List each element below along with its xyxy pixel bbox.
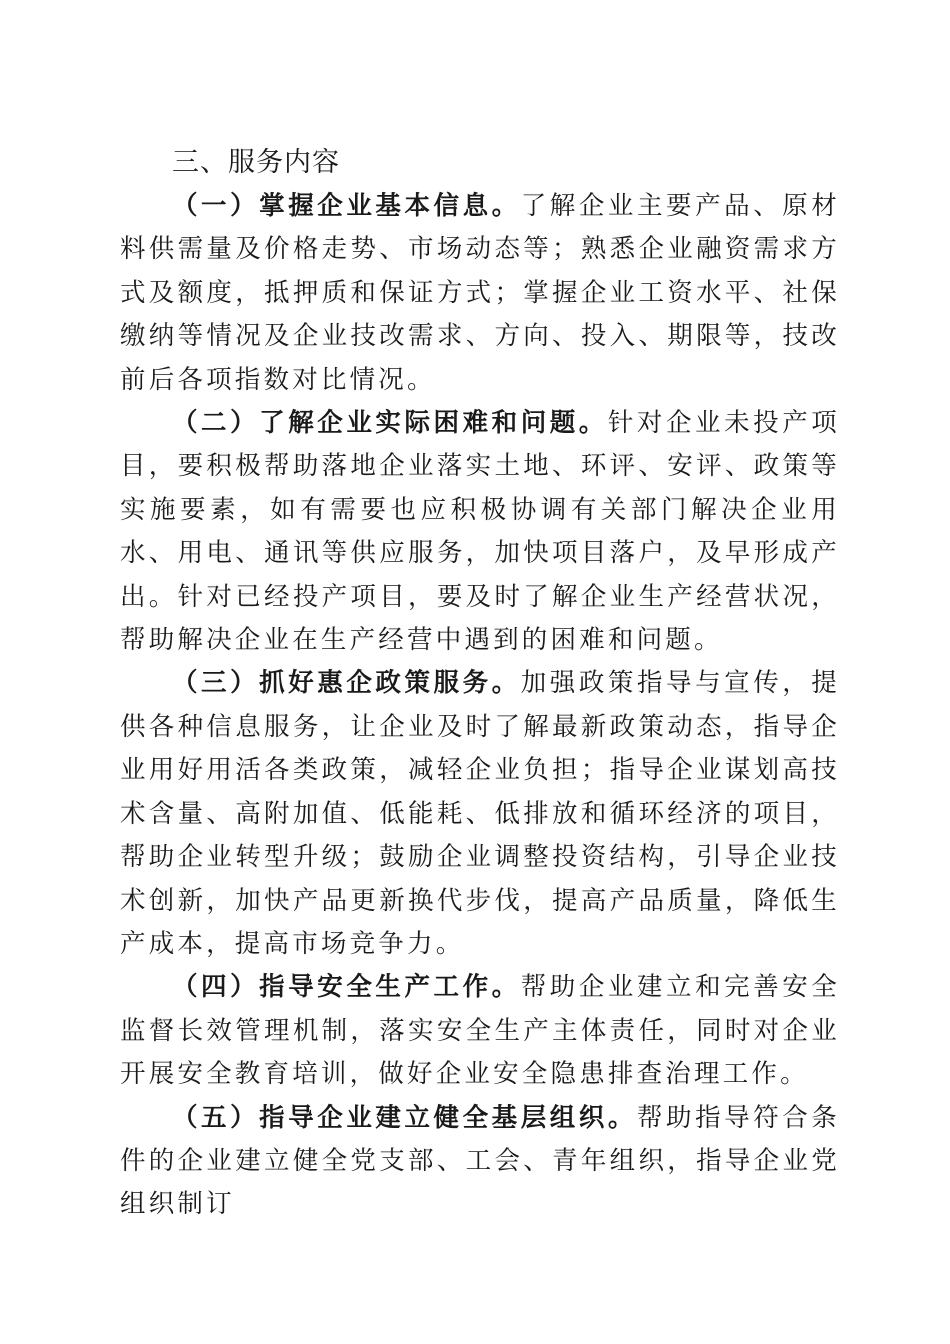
paragraph-1 (120, 185, 840, 402)
paragraph-5-heading: （五）指导企业建立健全基层组织。 (172, 1102, 637, 1133)
paragraph-4-body: 帮助企业建立和完善安全监督长效管理机制，落实安全生产主体责任，同时对企业开展安全教育培训，做好企业安全隐患排查治理工作。 (120, 972, 841, 1090)
paragraph-3-body: 加强政策指导与宣传，提供各种信息服务，让企业及时了解最新政策动态，指导企业用好用活各类政策，减轻企业负担；指导企业谋划高技术含量、高附加值、低能耗、低排放和循环经济的项目，帮助企业转型升级；鼓励企业调整投资结构，引导企业技术创新，加快产品更新换代步伐，提高产品质量，降低生产成本，提高市场竞争力。 (120, 668, 841, 959)
paragraph-4 (120, 966, 840, 1096)
section-title: 三、服务内容 (172, 147, 340, 178)
paragraph-3-heading: （三）抓好惠企政策服务。 (172, 668, 521, 699)
document-page (120, 141, 840, 1227)
paragraph-5-body: 帮助指导符合条件的企业建立健全党支部、工会、青年组织，指导企业党组织制订 (120, 1102, 841, 1220)
paragraph-1-body: 了解企业主要产品、原材料供需量及价格走势、市场动态等；熟悉企业融资需求方式及额度，抵押质和保证方式；掌握企业工资水平、社保缴纳等情况及企业技改需求、方向、投入、期限等，技改前后各项指数对比情况。 (120, 191, 841, 395)
paragraph-4-heading: （四）指导安全生产工作。 (172, 972, 521, 1003)
paragraph-2 (120, 402, 840, 662)
paragraph-2-body: 针对企业未投产项目，要积极帮助落地企业落实土地、环评、安评、政策等实施要素，如有需要也应积极协调有关部门解决企业用水、用电、通讯等供应服务，加快项目落户，及早形成产出。针对已经投产项目，要及时了解企业生产经营状况，帮助解决企业在生产经营中遇到的困难和问题。 (120, 408, 840, 656)
paragraph-2-heading: （二）了解企业实际困难和问题。 (172, 408, 608, 439)
paragraph-5 (120, 1097, 840, 1227)
paragraph-3 (120, 662, 840, 966)
paragraph-1-heading: （一）掌握企业基本信息。 (172, 191, 521, 221)
